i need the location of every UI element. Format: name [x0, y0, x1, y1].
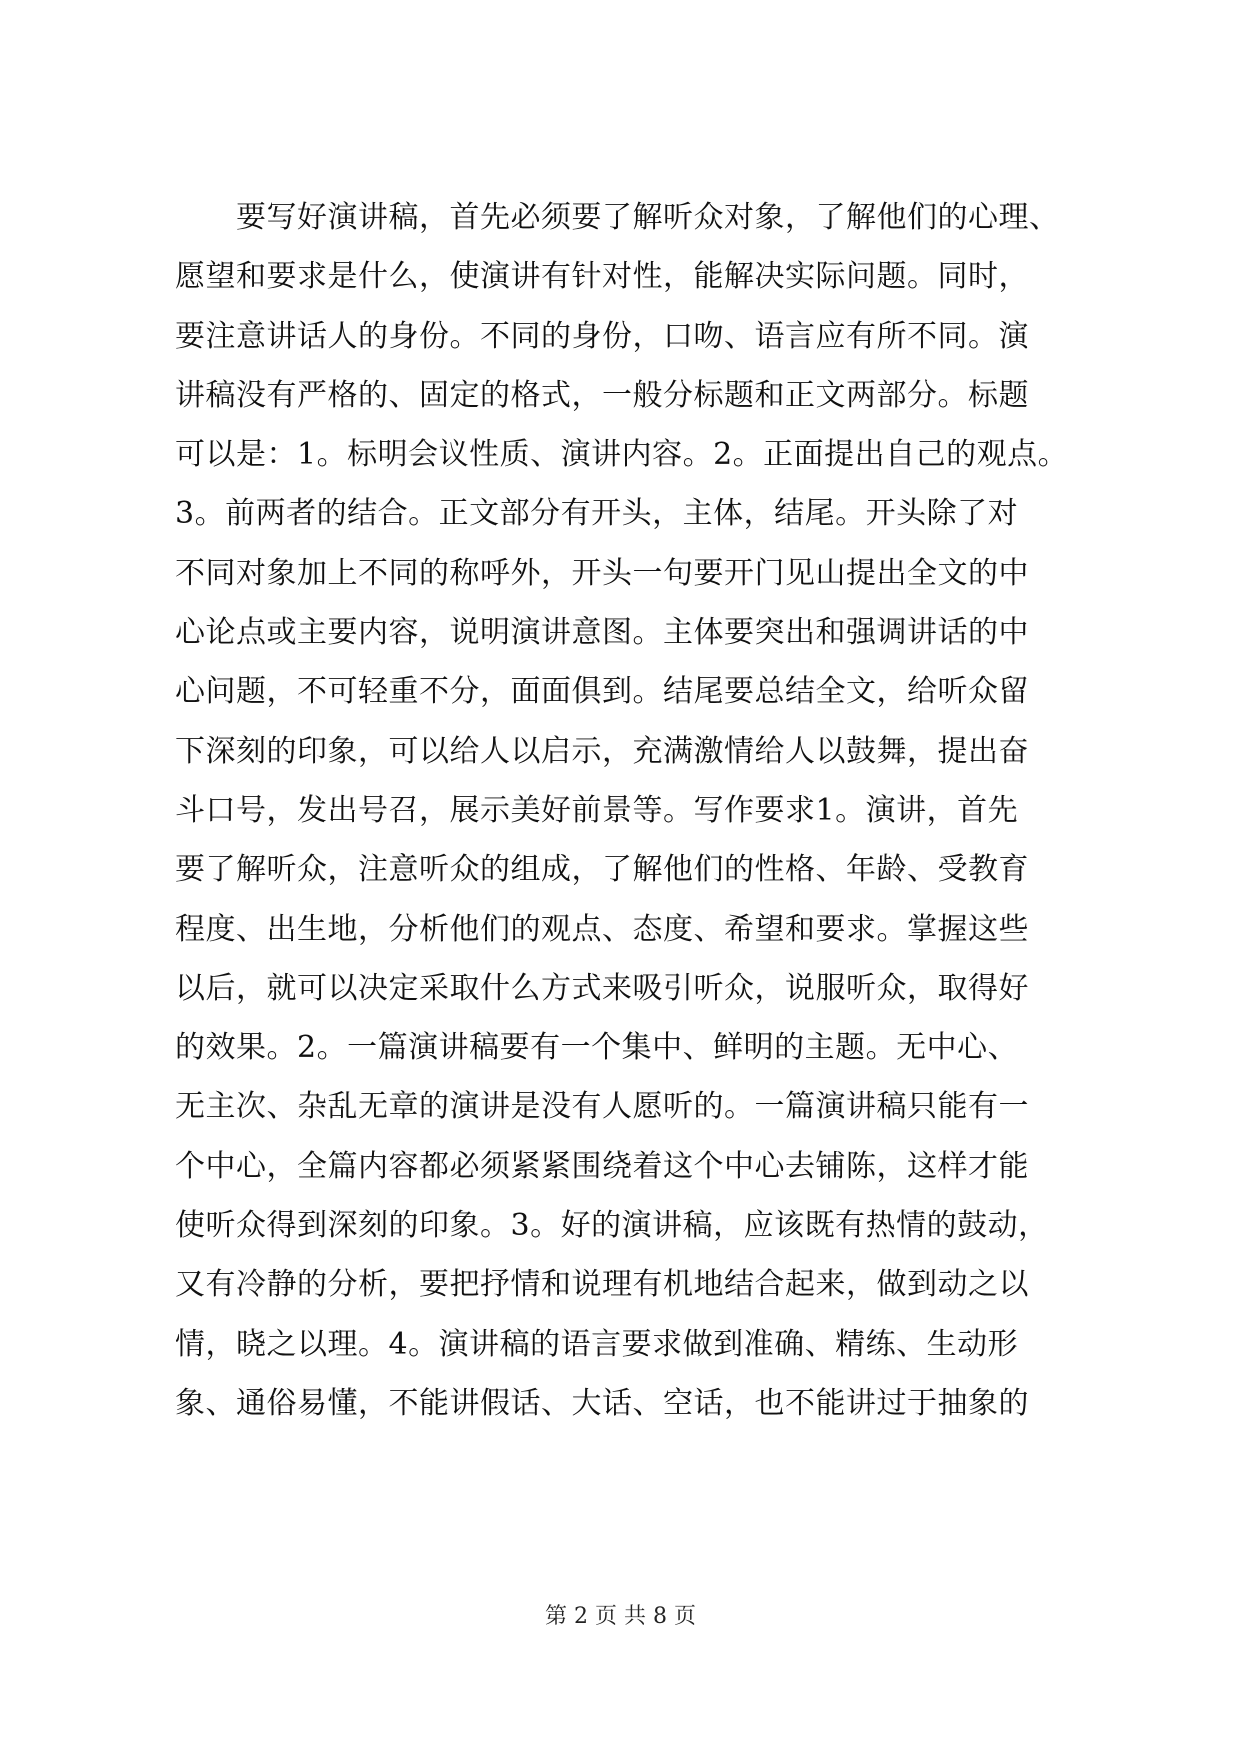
text-line: 情，晓之以理。4。演讲稿的语言要求做到准确、精练、生动形: [175, 1326, 1019, 1362]
text-line: 3。前两者的结合。正文部分有开头，主体，结尾。开头除了对: [175, 496, 1019, 532]
text-line: 不同对象加上不同的称呼外，开头一句要开门见山提出全文的中: [175, 555, 1029, 591]
text-line: 程度、出生地，分析他们的观点、态度、希望和要求。掌握这些: [175, 911, 1029, 947]
text-line: 要写好演讲稿，首先必须要了解听众对象，了解他们的心理、: [175, 200, 1060, 235]
text-line: 愿望和要求是什么，使演讲有针对性，能解决实际问题。同时，: [175, 259, 1029, 295]
text-line: 要注意讲话人的身份。不同的身份，口吻、语言应有所不同。演: [175, 318, 1029, 354]
body-text: [175, 188, 1085, 1433]
text-line: 心论点或主要内容，说明演讲意图。主体要突出和强调讲话的中: [175, 615, 1029, 651]
text-line: 斗口号，发出号召，展示美好前景等。写作要求1。演讲，首先: [175, 792, 1019, 828]
text-line: 以后，就可以决定采取什么方式来吸引听众，说服听众，取得好: [175, 970, 1029, 1006]
page-number-footer: 第 2 页 共 8 页: [545, 1604, 696, 1629]
text-line: 可以是：1。标明会议性质、演讲内容。2。正面提出自己的观点。: [175, 437, 1069, 473]
text-line: 讲稿没有严格的、固定的格式，一般分标题和正文两部分。标题: [175, 377, 1029, 413]
text-line: 无主次、杂乱无章的演讲是没有人愿听的。一篇演讲稿只能有一: [175, 1089, 1029, 1125]
text-line: 又有冷静的分析，要把抒情和说理有机地结合起来，做到动之以: [175, 1267, 1029, 1303]
text-line: 的效果。2。一篇演讲稿要有一个集中、鲜明的主题。无中心、: [175, 1030, 1019, 1066]
text-line: 使听众得到深刻的印象。3。好的演讲稿，应该既有热情的鼓动，: [175, 1208, 1049, 1244]
text-line: 心问题，不可轻重不分，面面俱到。结尾要总结全文，给听众留: [175, 674, 1029, 710]
text-line: 象、通俗易懂，不能讲假话、大话、空话，也不能讲过于抽象的: [175, 1385, 1029, 1421]
text-line: 下深刻的印象，可以给人以启示，充满激情给人以鼓舞，提出奋: [175, 733, 1029, 769]
text-line: 个中心，全篇内容都必须紧紧围绕着这个中心去铺陈，这样才能: [175, 1148, 1029, 1184]
text-line: 要了解听众，注意听众的组成，了解他们的性格、年龄、受教育: [175, 852, 1029, 888]
